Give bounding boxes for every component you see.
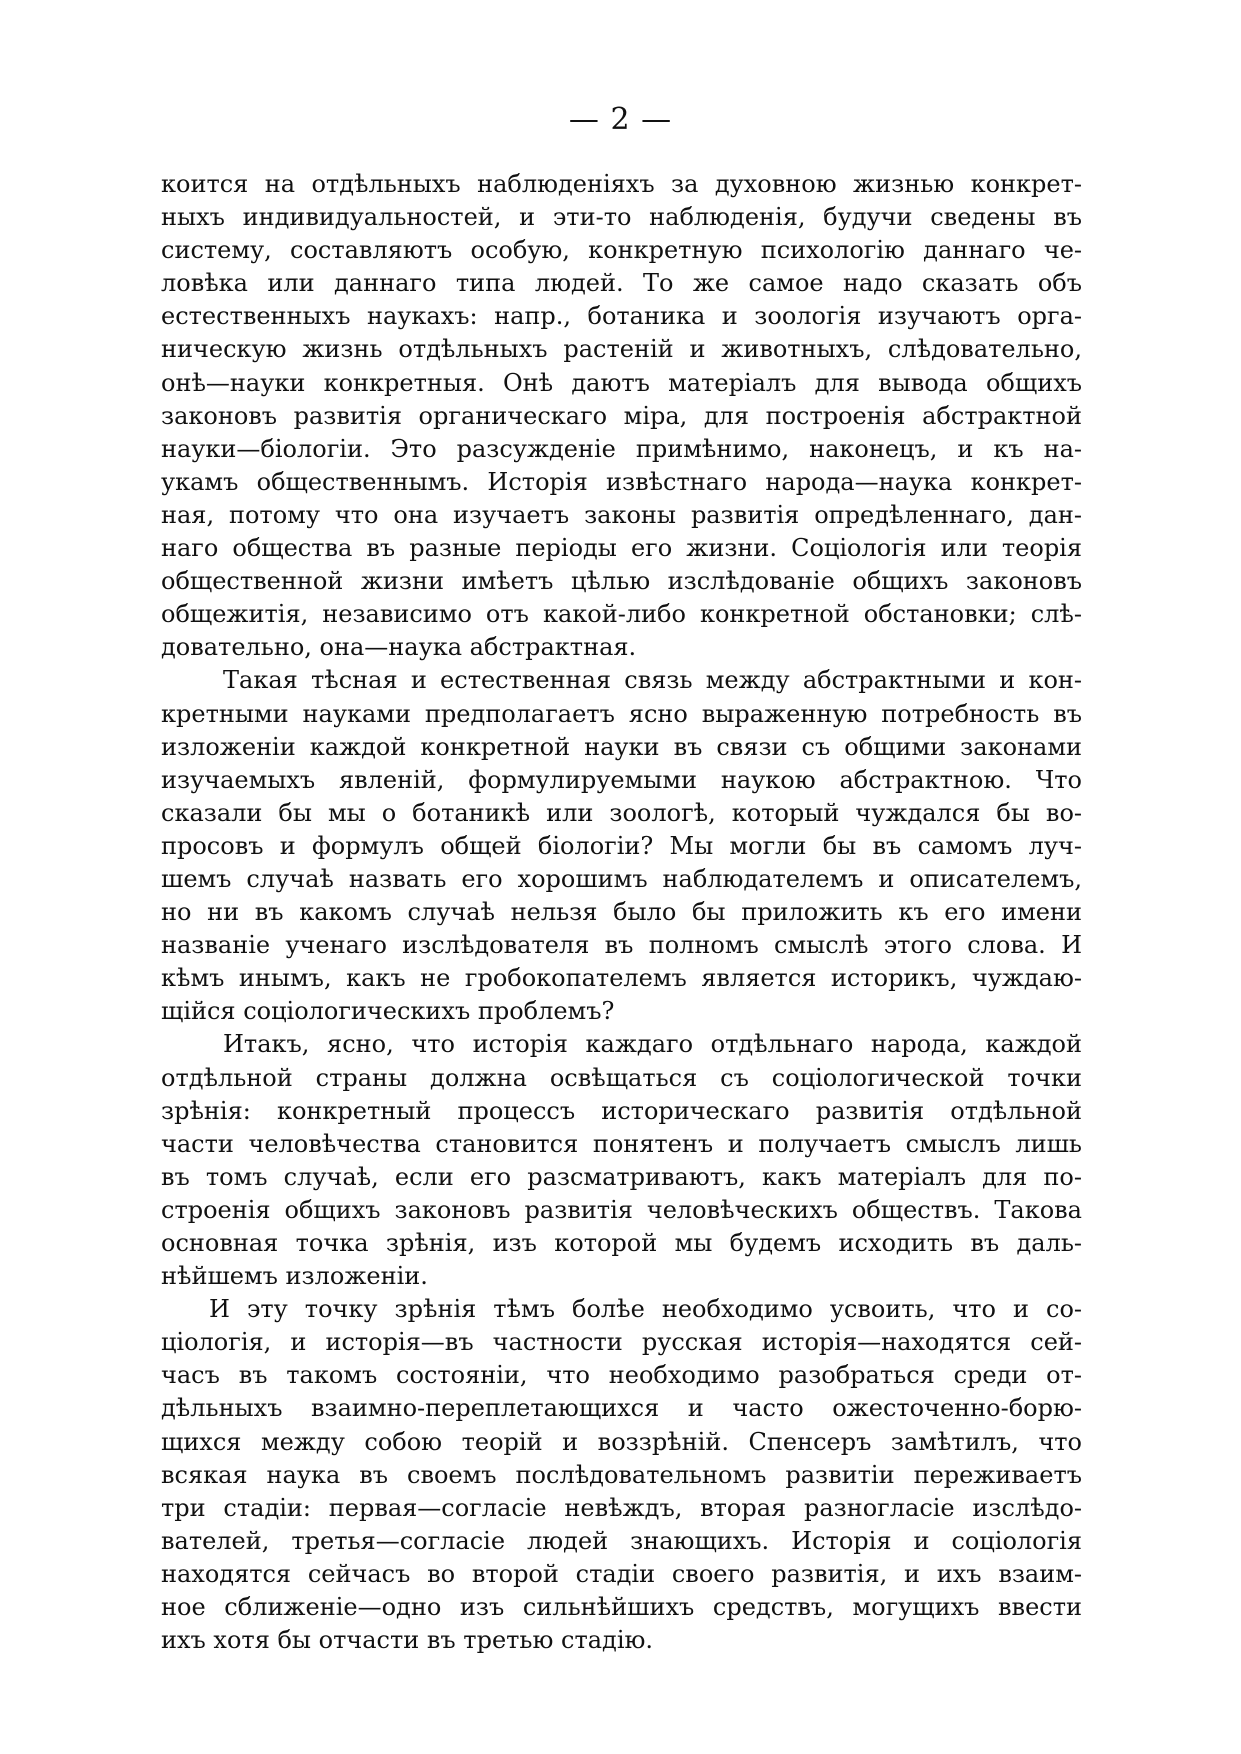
text-line: кѣмъ инымъ, какъ не гробокопателемъ является историкъ, чуждаю- — [161, 964, 1082, 993]
text-line: названіе ученаго изслѣдователя въ полномъ смыслѣ этого слова. И — [161, 931, 1082, 960]
text-line: законовъ развитія органическаго міра, для построенія абстрактной — [161, 401, 1082, 430]
text-line: части человѣчества становится понятенъ и получаетъ смыслъ лишь — [161, 1129, 1082, 1158]
text-line: общежитія, независимо отъ какой-либо конкретной обстановки; слѣ- — [161, 600, 1082, 629]
text-line: И эту точку зрѣнія тѣмъ болѣе необходимо усвоить, что и со- — [209, 1295, 1082, 1324]
text-line: укамъ общественнымъ. Исторія извѣстнаго народа—наука конкрет- — [161, 467, 1082, 496]
text-line: Итакъ, ясно, что исторія каждаго отдѣльнаго народа, каждой — [223, 1030, 1082, 1059]
text-line: ная, потому что она изучаетъ законы развитія опредѣленнаго, дан- — [161, 500, 1082, 529]
text-line: строенія общихъ законовъ развитія человѣческихъ обществъ. Такова — [161, 1195, 1082, 1224]
body-text — [161, 168, 1082, 1657]
text-line: ное сближеніе—одно изъ сильнѣйшихъ средствъ, могущихъ ввести — [161, 1593, 1082, 1622]
text-line: въ томъ случаѣ, если его разсматриваютъ, какъ матеріалъ для по- — [161, 1162, 1082, 1191]
text-line: ціологія, и исторія—въ частности русская исторія—находятся сей- — [161, 1328, 1082, 1357]
text-line: ныхъ индивидуальностей, и эти-то наблюденія, будучи сведены въ — [161, 203, 1082, 232]
text-line: наго общества въ разные періоды его жизни. Соціологія или теорія — [161, 534, 1082, 563]
page-number: — 2 — — [568, 102, 673, 137]
text-line: довательно, она—наука абстрактная. — [161, 633, 637, 662]
text-line: систему, составляютъ особую, конкретную психологію даннаго че- — [161, 236, 1082, 265]
text-line: коится на отдѣльныхъ наблюденіяхъ за духовною жизнью конкрет- — [161, 170, 1082, 198]
text-line: ническую жизнь отдѣльныхъ растеній и животныхъ, слѣдовательно, — [161, 335, 1082, 364]
text-line: зрѣнія: конкретный процессъ историческаго развитія отдѣльной — [161, 1096, 1082, 1125]
text-line: ловѣка или даннаго типа людей. То же самое надо сказать объ — [161, 269, 1082, 298]
text-line: дѣльныхъ взаимно-переплетающихся и часто ожесточенно-борю- — [161, 1394, 1082, 1423]
paragraph — [161, 1028, 1082, 1293]
text-line: общественной жизни имѣетъ цѣлью изслѣдованіе общихъ законовъ — [161, 567, 1082, 596]
text-line: просовъ и формулъ общей біологіи? Мы могли бы въ самомъ луч- — [161, 831, 1082, 860]
text-line: находятся сейчасъ во второй стадіи своего развитія, и ихъ взаим- — [161, 1559, 1082, 1588]
text-line: но ни въ какомъ случаѣ нельзя было бы приложить къ его имени — [161, 898, 1082, 927]
text-line: изучаемыхъ явленій, формулируемыми наукою абстрактною. Что — [161, 765, 1082, 794]
text-line: естественныхъ наукахъ: напр., ботаника и зоологія изучаютъ орга- — [161, 302, 1082, 331]
text-line: кретными науками предполагаетъ ясно выраженную потребность въ — [161, 699, 1082, 728]
text-line: изложеніи каждой конкретной науки въ связи съ общими законами — [161, 732, 1082, 761]
text-line: науки—біологіи. Это разсужденіе примѣнимо, наконецъ, и къ на- — [161, 434, 1082, 463]
paragraph — [161, 664, 1082, 1028]
text-line: Такая тѣсная и естественная связь между абстрактными и кон- — [223, 666, 1082, 695]
text-line: щихся между собою теорій и воззрѣній. Спенсеръ замѣтилъ, что — [161, 1427, 1082, 1456]
text-line: сказали бы мы о ботаникѣ или зоологѣ, который чуждался бы во- — [161, 798, 1082, 827]
paragraph — [161, 168, 1082, 664]
text-line: основная точка зрѣнія, изъ которой мы будемъ исходить въ даль- — [161, 1229, 1082, 1257]
text-line: вателей, третья—согласіе людей знающихъ. Исторія и соціологія — [161, 1526, 1082, 1555]
text-line: ихъ хотя бы отчасти въ третью стадію. — [161, 1626, 654, 1655]
text-line: всякая наука въ своемъ послѣдовательномъ развитіи переживаетъ — [161, 1460, 1082, 1489]
text-line: онѣ—науки конкретныя. Онѣ даютъ матеріалъ для вывода общихъ — [161, 368, 1082, 397]
text-line: шемъ случаѣ назвать его хорошимъ наблюдателемъ и описателемъ, — [161, 864, 1082, 893]
text-line: нѣйшемъ изложеніи. — [161, 1262, 428, 1291]
text-line: отдѣльной страны должна освѣщаться съ соціологической точки — [161, 1063, 1082, 1092]
text-line: щійся соціологическихъ проблемъ? — [161, 997, 615, 1026]
paragraph — [161, 1293, 1082, 1657]
text-line: три стадіи: первая—согласіе невѣждъ, вторая разногласіе изслѣдо- — [161, 1493, 1082, 1522]
text-line: часъ въ такомъ состояніи, что необходимо разобраться среди от- — [161, 1361, 1082, 1390]
